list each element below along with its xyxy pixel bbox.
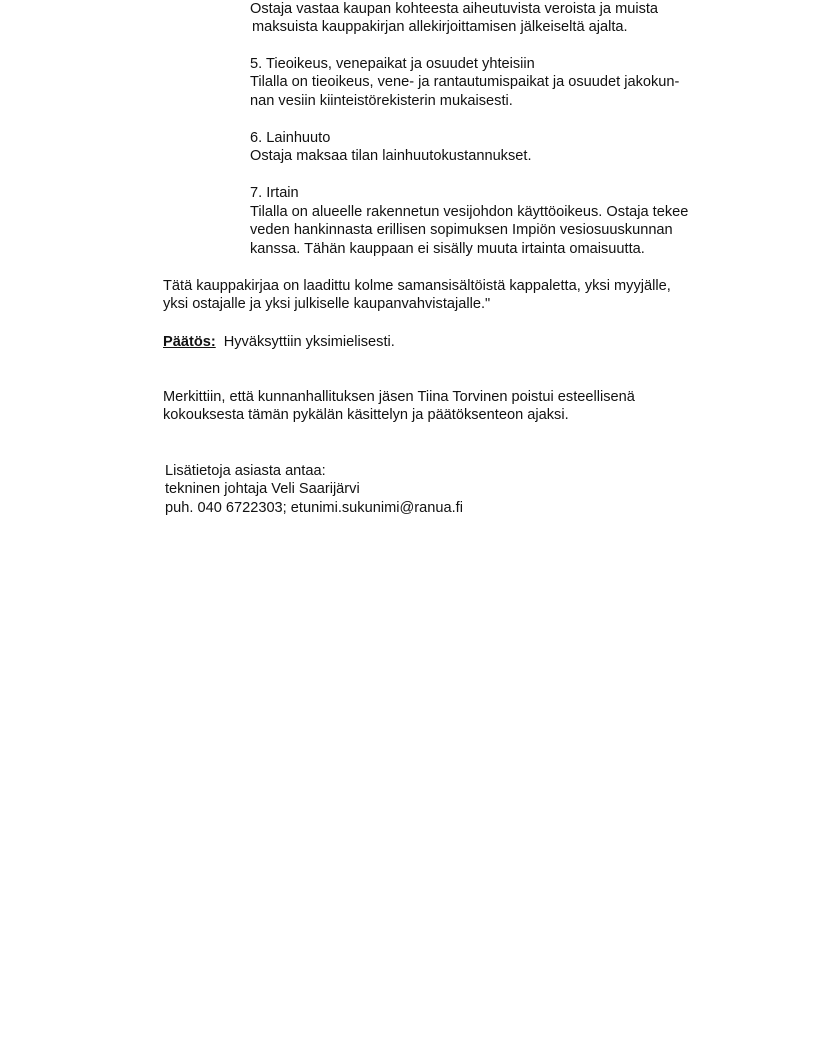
contact-intro: Lisätietoja asiasta antaa: xyxy=(165,463,326,479)
closing-line-1: Tätä kauppakirjaa on laadittu kolme samansisältöistä kappaletta, yksi myyjälle, xyxy=(163,278,671,294)
contact-person: tekninen johtaja Veli Saarijärvi xyxy=(165,481,360,497)
section-7-line-1: Tilalla on alueelle rakennetun vesijohdon käyttöoikeus. Ostaja tekee xyxy=(250,204,689,220)
decision-text: Hyväksyttiin yksimielisesti. xyxy=(223,334,395,350)
closing-line-2: yksi ostajalle ja yksi julkiselle kaupanvahvistajalle." xyxy=(163,296,491,312)
note-line-1: Merkittiin, että kunnanhallituksen jäsen Tiina Torvinen poistui esteellisenä xyxy=(163,389,635,405)
decision-label: Päätös: xyxy=(163,334,216,350)
intro-line-1: Ostaja vastaa kaupan kohteesta aiheutuvista veroista ja muista xyxy=(250,1,659,17)
section-7-line-3: kanssa. Tähän kauppaan ei sisälly muuta irtainta omaisuutta. xyxy=(250,241,645,257)
note-line-2: kokouksesta tämän pykälän käsittelyn ja päätöksenteon ajaksi. xyxy=(163,407,569,423)
section-7-heading: 7. Irtain xyxy=(250,185,299,201)
contact-details: puh. 040 6722303; etunimi.sukunimi@ranua.fi xyxy=(165,500,463,516)
section-5-heading: 5. Tieoikeus, venepaikat ja osuudet yhteisiin xyxy=(250,56,535,72)
section-5-line-1: Tilalla on tieoikeus, vene- ja rantautumispaikat ja osuudet jakokun- xyxy=(250,74,680,90)
section-6-line-1: Ostaja maksaa tilan lainhuutokustannukset. xyxy=(250,148,532,164)
decision-row xyxy=(163,333,395,351)
intro-line-2: maksuista kauppakirjan allekirjoittamisen jälkeiseltä ajalta. xyxy=(252,19,628,35)
section-5-line-2: nan vesiin kiinteistörekisterin mukaisesti. xyxy=(250,93,513,109)
section-6-heading: 6. Lainhuuto xyxy=(250,130,331,146)
section-7-line-2: veden hankinnasta erillisen sopimuksen Impiön vesiosuuskunnan xyxy=(250,222,673,238)
